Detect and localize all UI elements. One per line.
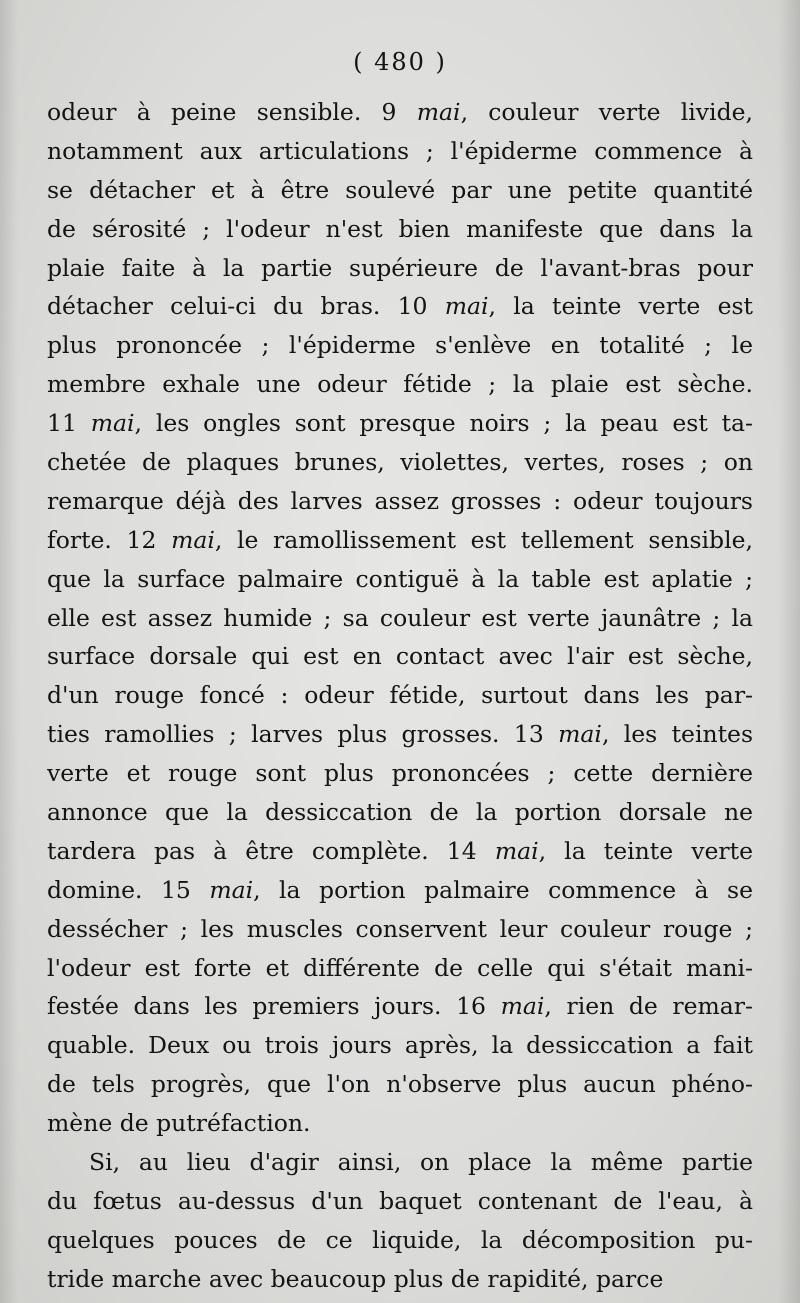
text-line	[47, 521, 753, 560]
page-number: ( 480 )	[353, 48, 447, 76]
text-segment: odeur à peine sensible. 9	[47, 98, 417, 126]
text-segment: forte. 12	[47, 525, 172, 554]
text-segment: notamment aux articulations ; l'épiderme commence à	[47, 136, 753, 165]
text-line	[47, 404, 753, 443]
text-segment: se détacher et à être soulevé par une petite quantité	[47, 175, 753, 204]
text-segment: quelques pouces de ce liquide, la décomposition pu-	[47, 1225, 753, 1254]
text-segment: détacher celui-ci du bras. 10	[47, 292, 445, 321]
text-segment: verte et rouge sont plus prononcées ; cette dernière	[47, 759, 753, 788]
text-segment: surface dorsale qui est en contact avec l'air est sèche,	[47, 642, 753, 671]
text-segment: remarque déjà des larves assez grosses : odeur toujours	[47, 486, 753, 515]
text-line	[47, 832, 753, 871]
body-text	[47, 93, 753, 1299]
date-month-italic: mai	[500, 992, 545, 1021]
text-line	[47, 871, 753, 910]
text-segment: festée dans les premiers jours. 16	[47, 992, 501, 1021]
text-segment: membre exhale une odeur fétide ; la plaie est sèche.	[47, 370, 753, 399]
text-line	[47, 326, 753, 365]
text-line	[47, 443, 753, 482]
date-month-italic: mai	[90, 409, 135, 438]
text-segment: , le ramollissement est tellement sensible,	[214, 525, 753, 554]
text-line	[47, 132, 753, 171]
text-line	[47, 482, 753, 521]
text-segment: , couleur verte livide,	[460, 98, 753, 126]
text-line	[47, 676, 753, 715]
date-month-italic: mai	[171, 525, 215, 554]
text-segment: , la portion palmaire commence à se	[253, 875, 753, 904]
text-line	[47, 171, 753, 210]
text-segment: , la teinte verte	[538, 836, 753, 865]
date-month-italic: mai	[444, 292, 489, 321]
text-line	[47, 93, 753, 132]
text-segment: plus prononcée ; l'épiderme s'enlève en totalité ; le	[47, 331, 753, 360]
text-segment: mène de putréfaction.	[47, 1109, 311, 1138]
text-segment: elle est assez humide ; sa couleur est verte jaunâtre ; la	[47, 603, 753, 632]
text-line	[47, 715, 753, 754]
text-segment: domine. 15	[47, 875, 210, 904]
text-line	[47, 287, 753, 326]
text-line	[47, 1182, 753, 1221]
text-segment: , les teintes	[601, 720, 753, 749]
text-line	[47, 754, 753, 793]
text-line	[47, 1260, 753, 1299]
text-line	[47, 599, 753, 638]
text-line	[47, 1104, 753, 1143]
text-line	[47, 560, 753, 599]
date-month-italic: mai	[416, 98, 461, 126]
text-line	[47, 793, 753, 832]
text-line	[47, 1065, 753, 1104]
text-segment: l'odeur est forte et différente de celle qui s'était mani-	[47, 953, 753, 982]
paragraph	[47, 1143, 753, 1299]
text-segment: , les ongles sont presque noirs ; la peau est ta-	[134, 409, 753, 438]
text-line	[47, 949, 753, 988]
text-line	[47, 1143, 753, 1182]
text-segment: d'un rouge foncé : odeur fétide, surtout dans les par-	[47, 681, 753, 710]
text-segment: chetée de plaques brunes, violettes, vertes, roses ; on	[47, 448, 753, 477]
text-segment: plaie faite à la partie supérieure de l'avant-bras pour	[47, 253, 753, 282]
text-segment: du fœtus au-dessus d'un baquet contenant de l'eau, à	[47, 1186, 753, 1215]
text-line	[47, 637, 753, 676]
text-segment: ties ramollies ; larves plus grosses. 13	[47, 720, 559, 749]
text-line	[47, 987, 753, 1026]
text-segment: de tels progrès, que l'on n'observe plus aucun phéno-	[47, 1070, 753, 1099]
text-line	[47, 1026, 753, 1065]
paragraph	[47, 93, 753, 1143]
text-segment: Si, au lieu d'agir ainsi, on place la même partie	[89, 1148, 753, 1177]
text-segment: , la teinte verte est	[488, 292, 753, 321]
date-month-italic: mai	[494, 836, 539, 865]
text-segment: tride marche avec beaucoup plus de rapidité, parce	[47, 1264, 664, 1293]
text-segment: de sérosité ; l'odeur n'est bien manifeste que dans la	[47, 214, 753, 243]
text-line	[47, 210, 753, 249]
text-line	[47, 1221, 753, 1260]
text-segment: tardera pas à être complète. 14	[47, 836, 495, 865]
text-line	[47, 365, 753, 404]
text-line	[47, 249, 753, 288]
date-month-italic: mai	[558, 720, 602, 749]
date-month-italic: mai	[209, 875, 254, 904]
text-segment: quable. Deux ou trois jours après, la dessiccation a fait	[47, 1031, 753, 1060]
text-segment: , rien de remar-	[544, 992, 753, 1021]
text-segment: annonce que la dessiccation de la portion dorsale ne	[47, 798, 753, 827]
text-segment: que la surface palmaire contiguë à la table est aplatie ;	[47, 564, 753, 593]
text-segment: 11	[47, 409, 91, 438]
text-line	[47, 910, 753, 949]
text-segment: dessécher ; les muscles conservent leur couleur rouge ;	[47, 914, 753, 943]
